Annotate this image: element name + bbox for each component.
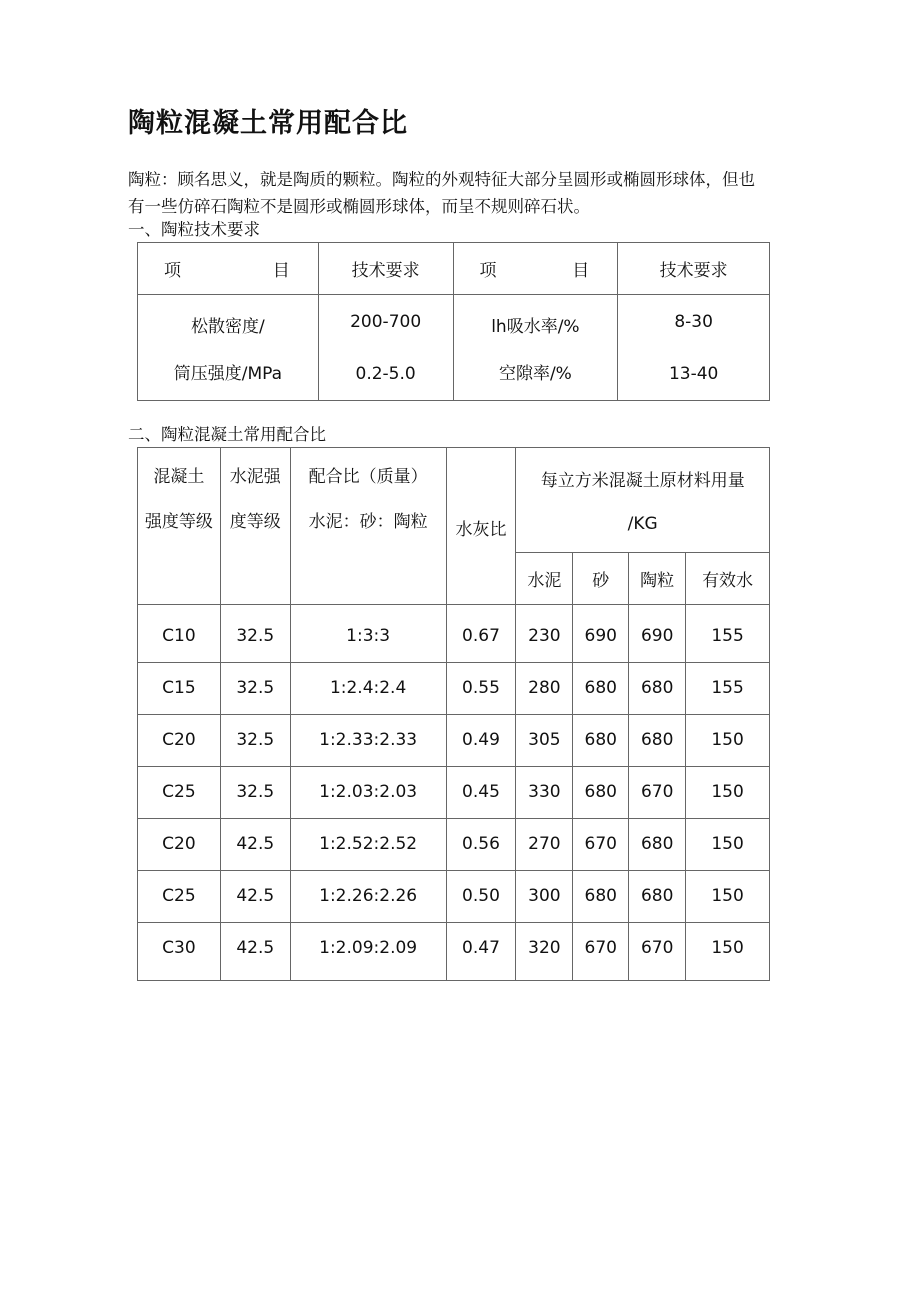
- table-cell: 155: [686, 605, 770, 663]
- table-cell: 42.5: [220, 819, 290, 871]
- table-cell: 150: [686, 923, 770, 981]
- technical-requirements-table: [137, 242, 770, 401]
- table-cell: C15: [138, 663, 221, 715]
- table-cell: 32.5: [220, 663, 290, 715]
- header-cell-usage: 每立方米混凝土原材料用量 /KG: [516, 448, 770, 553]
- table-row: [138, 923, 770, 981]
- table-row: [138, 715, 770, 767]
- header-cell-item: 项 目: [453, 243, 618, 295]
- header-cell-cement-grade: 水泥强 度等级: [220, 448, 290, 605]
- table-row: [138, 767, 770, 819]
- table-cell: 670: [573, 819, 629, 871]
- table-row: [138, 605, 770, 663]
- value-cell: 200-700 0.2-5.0: [318, 295, 453, 401]
- subheader-cell: 陶粒: [629, 553, 686, 605]
- table-cell: 150: [686, 715, 770, 767]
- table-cell: 670: [629, 767, 686, 819]
- table-cell: 1:2.4:2.4: [290, 663, 446, 715]
- table-cell: 1:2.33:2.33: [290, 715, 446, 767]
- table-cell: 32.5: [220, 715, 290, 767]
- table-cell: 0.49: [446, 715, 516, 767]
- table-cell: 1:3:3: [290, 605, 446, 663]
- header-cell-water-cement: 水灰比: [446, 448, 516, 605]
- table-cell: 680: [629, 871, 686, 923]
- table-cell: 680: [573, 663, 629, 715]
- table-cell: 155: [686, 663, 770, 715]
- table-cell: C30: [138, 923, 221, 981]
- table-cell: 42.5: [220, 871, 290, 923]
- section-heading-mix-ratio: 二、陶粒混凝土常用配合比: [128, 425, 326, 444]
- table-cell: 0.67: [446, 605, 516, 663]
- mix-ratio-table: [137, 447, 770, 981]
- subheader-cell: 砂: [573, 553, 629, 605]
- table-row: [138, 819, 770, 871]
- header-cell-requirement: 技术要求: [318, 243, 453, 295]
- header-cell-requirement: 技术要求: [618, 243, 770, 295]
- table-cell: 670: [629, 923, 686, 981]
- table-cell: 680: [629, 819, 686, 871]
- table-cell: 1:2.09:2.09: [290, 923, 446, 981]
- table-cell: C20: [138, 715, 221, 767]
- table-cell: C25: [138, 871, 221, 923]
- table-cell: 150: [686, 819, 770, 871]
- table-cell: 230: [516, 605, 573, 663]
- table-cell: 690: [573, 605, 629, 663]
- table-cell: 680: [573, 715, 629, 767]
- table-cell: 680: [629, 715, 686, 767]
- table-cell: C20: [138, 819, 221, 871]
- table-row: [138, 871, 770, 923]
- table-cell: 1:2.26:2.26: [290, 871, 446, 923]
- table-cell: 0.45: [446, 767, 516, 819]
- table-cell: C10: [138, 605, 221, 663]
- table-cell: 150: [686, 767, 770, 819]
- item-cell: lh吸水率/% 空隙率/%: [453, 295, 618, 401]
- table-cell: 270: [516, 819, 573, 871]
- table-cell: 320: [516, 923, 573, 981]
- table-cell: 0.55: [446, 663, 516, 715]
- table-cell: 0.47: [446, 923, 516, 981]
- table-cell: 680: [629, 663, 686, 715]
- intro-paragraph: 陶粒：顾名思义，就是陶质的颗粒。陶粒的外观特征大部分呈圆形或椭圆形球体，但也有一些仿碎石陶粒不是圆形或椭圆形球体，而呈不规则碎石状。: [128, 170, 755, 216]
- table-cell: 330: [516, 767, 573, 819]
- table-cell: 0.56: [446, 819, 516, 871]
- table-cell: 305: [516, 715, 573, 767]
- subheader-cell: 水泥: [516, 553, 573, 605]
- value-cell: 8-30 13-40: [618, 295, 770, 401]
- table-cell: C25: [138, 767, 221, 819]
- subheader-cell: 有效水: [686, 553, 770, 605]
- table-cell: 690: [629, 605, 686, 663]
- item-cell: 松散密度/ 筒压强度/MPa: [138, 295, 319, 401]
- table-cell: 1:2.52:2.52: [290, 819, 446, 871]
- table-cell: 680: [573, 767, 629, 819]
- table-row: [138, 295, 770, 401]
- table-cell: 42.5: [220, 923, 290, 981]
- header-cell-ratio: 配合比（质量） 水泥：砂：陶粒: [290, 448, 446, 605]
- table-cell: 32.5: [220, 605, 290, 663]
- table-cell: 300: [516, 871, 573, 923]
- page-title: 陶粒混凝土常用配合比: [128, 108, 408, 139]
- table-cell: 1:2.03:2.03: [290, 767, 446, 819]
- table-header-row: [138, 243, 770, 295]
- table-cell: 680: [573, 871, 629, 923]
- table-cell: 670: [573, 923, 629, 981]
- table-cell: 280: [516, 663, 573, 715]
- table-cell: 32.5: [220, 767, 290, 819]
- table-row: [138, 663, 770, 715]
- table-cell: 0.50: [446, 871, 516, 923]
- header-cell-item: 项 目: [138, 243, 319, 295]
- section-heading-requirements: 一、陶粒技术要求: [128, 220, 260, 239]
- header-cell-grade: 混凝土 强度等级: [138, 448, 221, 605]
- table-cell: 150: [686, 871, 770, 923]
- table-header-row: [138, 448, 770, 553]
